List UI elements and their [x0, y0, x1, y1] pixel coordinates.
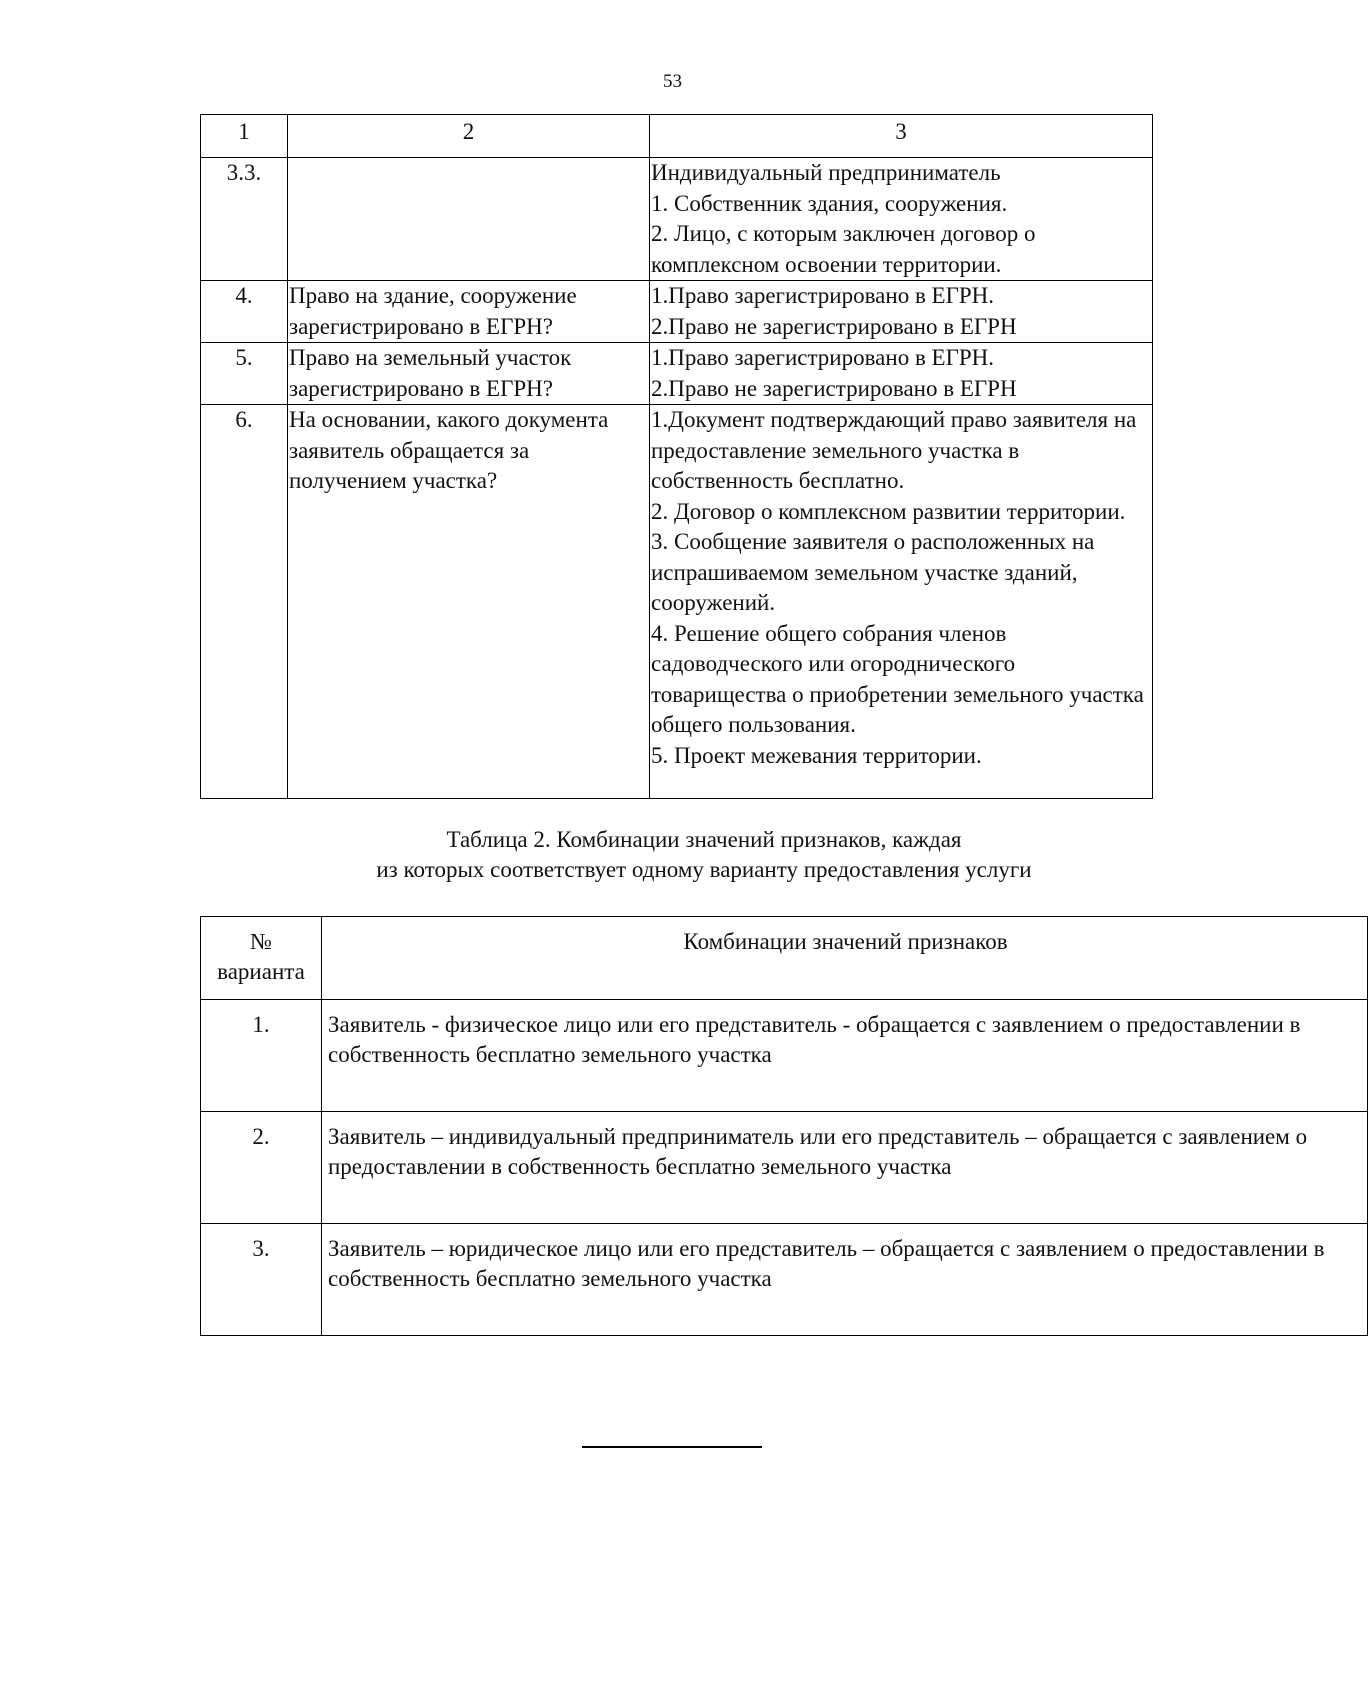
table-row: [201, 1112, 1368, 1224]
variants-table: [200, 916, 1368, 1336]
criterion-question: [288, 158, 650, 281]
table-row: [201, 343, 1153, 405]
variant-combination: Заявитель - физическое лицо или его представитель - обращается с заявлением о предоставлении в собственность бесплатно земельного участка: [322, 1000, 1368, 1112]
criterion-values: 1.Право зарегистрировано в ЕГРН. 2.Право не зарегистрировано в ЕГРН: [650, 343, 1153, 405]
row-number: 4.: [201, 281, 288, 343]
table-row: [201, 405, 1153, 799]
variant-number: 1.: [201, 1000, 322, 1112]
page-number: 53: [663, 71, 682, 92]
row-number: 3.3.: [201, 158, 288, 281]
criterion-values: 1.Документ подтверждающий право заявителя на предоставление земельного участка в собственность бесплатно. 2. Договор о комплексном развитии территории. 3. Сообщение заявителя о расположенных на испрашиваемом земельном участке зданий, сооружений. 4. Решение общего собрания членов садоводческого или огороднического товарищества о приобретении земельного участка общего пользования. 5. Проект межевания территории.: [650, 405, 1153, 799]
criterion-question: На основании, какого документа заявитель обращается за получением участка?: [288, 405, 650, 799]
variant-number: 3.: [201, 1224, 322, 1336]
table-row: [201, 1000, 1368, 1112]
table-header-row: [201, 917, 1368, 1000]
criterion-values: 1.Право зарегистрировано в ЕГРН. 2.Право не зарегистрировано в ЕГРН: [650, 281, 1153, 343]
table-caption: [200, 825, 1208, 885]
header-cell: 3: [650, 115, 1153, 158]
combination-header: Комбинации значений признаков: [322, 917, 1368, 1000]
table-row: [201, 158, 1153, 281]
table-header-row: [201, 115, 1153, 158]
header-cell: 2: [288, 115, 650, 158]
variant-number: 2.: [201, 1112, 322, 1224]
caption-line: из которых соответствует одному варианту предоставления услуги: [376, 857, 1032, 882]
criterion-question: Право на земельный участок зарегистрировано в ЕГРН?: [288, 343, 650, 405]
variant-combination: Заявитель – индивидуальный предприниматель или его представитель – обращается с заявлением о предоставлении в собственность бесплатно земельного участка: [322, 1112, 1368, 1224]
end-divider: [582, 1446, 762, 1448]
table-row: [201, 1224, 1368, 1336]
row-number: 5.: [201, 343, 288, 405]
row-number: 6.: [201, 405, 288, 799]
criteria-table: [200, 114, 1153, 799]
criterion-question: Право на здание, сооружение зарегистрировано в ЕГРН?: [288, 281, 650, 343]
header-cell: 1: [201, 115, 288, 158]
variant-number-header: № варианта: [201, 917, 322, 1000]
variant-combination: Заявитель – юридическое лицо или его представитель – обращается с заявлением о предоставлении в собственность бесплатно земельного участка: [322, 1224, 1368, 1336]
criterion-values: Индивидуальный предприниматель 1. Собственник здания, сооружения. 2. Лицо, с которым заключен договор о комплексном освоении территории.: [650, 158, 1153, 281]
caption-line: Таблица 2. Комбинации значений признаков, каждая: [446, 827, 962, 852]
table-row: [201, 281, 1153, 343]
